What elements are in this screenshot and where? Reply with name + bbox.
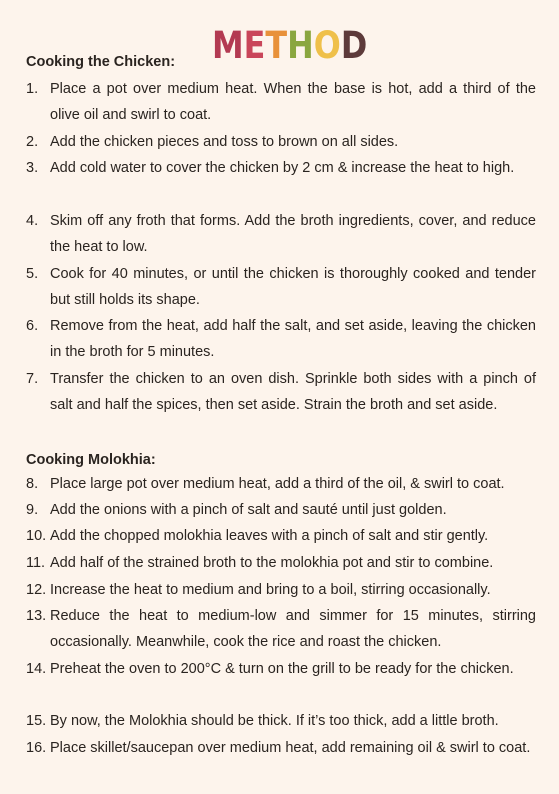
step-text: Place skillet/saucepan over medium heat, add remaining oil & swirl to coat. [50,740,531,756]
list-item [26,208,536,261]
step-number: 9. [26,502,39,518]
list-item [26,261,536,314]
title-letter: E [243,24,266,67]
step-number: 12. [26,582,47,598]
step-text: Increase the heat to medium and bring to a boil, stirring occasionally. [50,582,491,598]
step-number: 6. [26,318,39,334]
list-item [26,366,536,419]
step-number: 11. [26,555,46,571]
title-letter: O [313,24,341,67]
step-text: Add cold water to cover the chicken by 2 cm & increase the heat to high. [50,160,515,176]
list-item [26,523,536,549]
step-number: 2. [26,134,39,150]
step-number: 13. [26,608,47,624]
step-text: Preheat the oven to 200°C & turn on the grill to be ready for the chicken. [50,661,514,677]
step-text: Add the onions with a pinch of salt and sauté until just golden. [50,502,447,518]
step-text: By now, the Molokhia should be thick. If it’s too thick, add a little broth. [50,713,499,729]
list-item [26,708,536,734]
step-number: 1. [26,81,39,97]
step-number: 14. [26,661,47,677]
step-number: 16. [26,740,47,756]
step-text: Cook for 40 minutes, or until the chicken is thoroughly cooked and tender but still holds its shape. [50,266,536,309]
list-item [26,471,536,497]
step-number: 8. [26,476,39,492]
list-item [26,735,536,761]
title-letter: H [287,24,314,67]
list-item [26,76,536,129]
step-text: Place a pot over medium heat. When the base is hot, add a third of the olive oil and swirl to coat. [50,81,536,124]
list-item [26,656,536,682]
list-item [26,129,536,155]
title-letter: D [340,24,368,67]
method-title [212,26,367,66]
section-heading-chicken: Cooking the Chicken: [26,54,176,70]
step-text: Remove from the heat, add half the salt, and set aside, leaving the chicken in the broth for 5 minutes. [50,318,536,361]
list-item [26,577,536,603]
section-heading-molokhia: Cooking Molokhia: [26,452,156,468]
step-text: Add the chopped molokhia leaves with a pinch of salt and stir gently. [50,528,489,544]
list-item [26,550,536,576]
step-text: Add the chicken pieces and toss to brown on all sides. [50,134,399,150]
step-number: 3. [26,160,39,176]
title-letter: T [265,24,288,67]
step-number: 5. [26,266,39,282]
step-text: Place large pot over medium heat, add a third of the oil, & swirl to coat. [50,476,505,492]
list-item [26,313,536,366]
step-number: 15. [26,713,47,729]
list-item [26,155,536,181]
step-number: 4. [26,213,39,229]
list-item [26,497,536,523]
title-letter: M [212,24,244,67]
step-number: 10. [26,528,47,544]
step-number: 7. [26,371,39,387]
step-text: Skim off any froth that forms. Add the broth ingredients, cover, and reduce the heat to low. [50,213,536,256]
step-text: Add half of the strained broth to the molokhia pot and stir to combine. [50,555,494,571]
list-item [26,603,536,656]
step-text: Transfer the chicken to an oven dish. Sprinkle both sides with a pinch of salt and half the spices, then set aside. Strain the broth and set aside. [50,371,536,414]
step-text: Reduce the heat to medium-low and simmer for 15 minutes, stirring occasionally. Meanwhile, cook the rice and roast the chicken. [50,608,536,651]
